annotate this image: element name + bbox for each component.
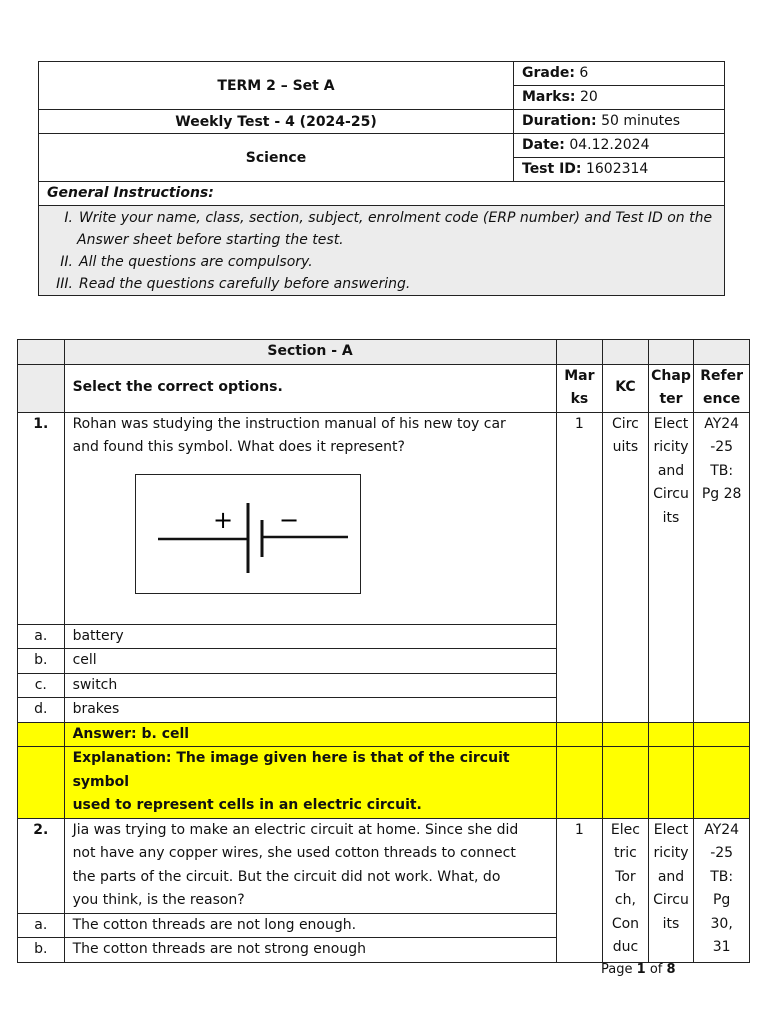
option-letter: a. bbox=[18, 624, 65, 649]
instructions-body bbox=[39, 206, 725, 296]
option-letter: b. bbox=[18, 938, 65, 963]
option-text: battery bbox=[64, 624, 556, 649]
minus-sign: − bbox=[278, 505, 299, 534]
q1-marks: 1 bbox=[556, 412, 603, 722]
cell-symbol-image bbox=[135, 474, 361, 594]
term-title: TERM 2 – Set A bbox=[39, 62, 514, 110]
col-kc: KC bbox=[603, 364, 649, 412]
q1-kc: Circ uits bbox=[603, 412, 649, 722]
option-letter: d. bbox=[18, 698, 65, 723]
option-letter: a. bbox=[18, 913, 65, 938]
duration-cell: Duration: 50 minutes bbox=[514, 110, 725, 134]
instruction-item: I. Write your name, class, section, subject, enrolment code (ERP number) and Test ID on the bbox=[64, 210, 713, 226]
q1-answer: Answer: b. cell bbox=[64, 722, 556, 747]
instructions-title: General Instructions: bbox=[39, 182, 725, 206]
subject-title: Science bbox=[39, 134, 514, 182]
section-title: Section - A bbox=[64, 340, 556, 365]
q1-reference: AY24 -25 TB: Pg 28 bbox=[694, 412, 750, 722]
option-text: The cotton threads are not strong enough bbox=[64, 938, 556, 963]
instruction-continuation: Answer sheet before starting the test. bbox=[77, 232, 344, 248]
option-text: brakes bbox=[64, 698, 556, 723]
q2-kc: Elec tric Tor ch, Con duc bbox=[603, 818, 649, 962]
plus-sign: + bbox=[212, 505, 233, 534]
option-text: switch bbox=[64, 673, 556, 698]
page-footer: Page 1 of 8 bbox=[601, 962, 676, 977]
q2-number: 2. bbox=[18, 818, 65, 913]
section-header-blank bbox=[18, 340, 65, 365]
q2-text: Jia was trying to make an electric circuit at home. Since she did not have any copper wires, she used cotton threads to connect the parts of the circuit. But the circuit did not work. What, do you think, is the reason? bbox=[64, 818, 556, 913]
q1-explanation: Explanation: The image given here is that of the circuit symbol used to represent cells in an electric circuit. bbox=[64, 747, 556, 819]
option-letter: c. bbox=[18, 673, 65, 698]
cell-symbol-icon bbox=[136, 475, 360, 593]
test-id-cell: Test ID: 1602314 bbox=[514, 158, 725, 182]
instruction-item: II. All the questions are compulsory. bbox=[60, 254, 313, 270]
q1-chapter: Elect ricity and Circu its bbox=[648, 412, 694, 722]
q2-chapter: Elect ricity and Circu its bbox=[648, 818, 694, 962]
date-cell: Date: 04.12.2024 bbox=[514, 134, 725, 158]
q2-reference: AY24 -25 TB: Pg 30, 31 bbox=[694, 818, 750, 962]
option-text: cell bbox=[64, 649, 556, 674]
marks-cell: Marks: 20 bbox=[514, 86, 725, 110]
q2-marks: 1 bbox=[556, 818, 603, 962]
q1-text: Rohan was studying the instruction manual of his new toy car and found this symbol. What does it represent? + − bbox=[64, 412, 556, 624]
header-table bbox=[38, 61, 725, 296]
option-letter: b. bbox=[18, 649, 65, 674]
test-name: Weekly Test - 4 (2024-25) bbox=[39, 110, 514, 134]
instruction-item: III. Read the questions carefully before answering. bbox=[56, 276, 411, 292]
grade-cell: Grade: 6 bbox=[514, 62, 725, 86]
col-marks: Mar ks bbox=[556, 364, 603, 412]
option-text: The cotton threads are not long enough. bbox=[64, 913, 556, 938]
question-table bbox=[17, 339, 750, 963]
q1-number: 1. bbox=[18, 412, 65, 624]
col-chapter: Chap ter bbox=[648, 364, 694, 412]
col-reference: Refer ence bbox=[694, 364, 750, 412]
section-prompt: Select the correct options. bbox=[64, 364, 556, 412]
